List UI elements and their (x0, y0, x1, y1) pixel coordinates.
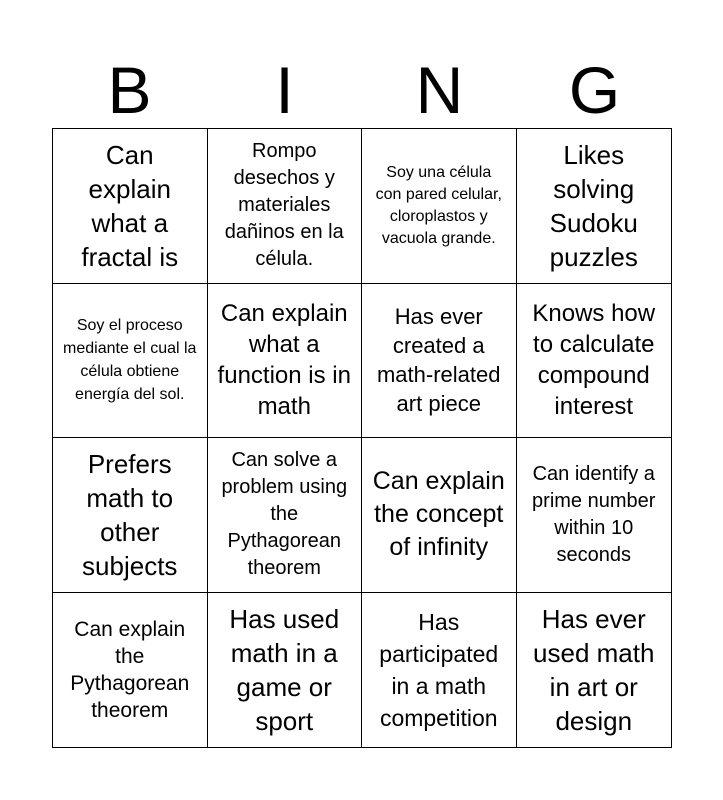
cell-text: Has used math in a game or sport (229, 603, 340, 736)
cell-text: Prefers math to other subjects (82, 448, 178, 581)
bingo-cell[interactable] (362, 284, 517, 439)
cell-text: Can explain what a function is in math (217, 300, 351, 421)
bingo-cell[interactable] (208, 438, 363, 593)
cell-text: Soy el proceso mediante el cual la célula obtiene energía del sol. (63, 317, 197, 404)
bingo-cell[interactable] (208, 284, 363, 439)
bingo-cell[interactable] (208, 593, 363, 748)
bingo-cell[interactable] (517, 438, 672, 593)
cell-text: Can solve a problem using the Pythagorean theorem (221, 449, 348, 580)
bingo-cell[interactable] (53, 438, 208, 593)
cell-text: Has participated in a math competition (379, 608, 499, 731)
header-letter-g: G (568, 53, 621, 127)
bingo-cell[interactable] (362, 438, 517, 593)
header-letter-b: B (107, 53, 152, 127)
cell-text: Has ever created a math-related art piece (376, 304, 501, 417)
header-letter-i: I (275, 53, 294, 127)
bingo-cell[interactable] (362, 129, 517, 284)
header-letter-n: N (415, 53, 464, 127)
cell-text: Can explain the Pythagorean theorem (70, 617, 190, 722)
bingo-header (52, 52, 672, 128)
cell-text: Rompo desechos y materiales dañinos en la célula. (224, 140, 344, 271)
cell-text: Likes solving Sudoku puzzles (549, 139, 638, 272)
bingo-cell[interactable] (53, 129, 208, 284)
bingo-cell[interactable] (208, 129, 363, 284)
bingo-cell[interactable] (517, 129, 672, 284)
cell-text: Can explain the concept of infinity (372, 467, 505, 562)
bingo-cell[interactable] (53, 593, 208, 748)
bingo-cell[interactable] (362, 593, 517, 748)
cell-text: Soy una célula con pared celular, cloroplastos y vacuola grande. (375, 163, 502, 247)
bingo-cell[interactable] (517, 593, 672, 748)
cell-text: Can identify a prime number within 10 seconds (532, 462, 656, 566)
cell-text: Has ever used math in art or design (533, 603, 655, 736)
cell-text: Can explain what a fractal is (81, 139, 179, 272)
bingo-cell[interactable] (517, 284, 672, 439)
bingo-cell[interactable] (53, 284, 208, 439)
cell-text: Knows how to calculate compound interest (532, 300, 656, 421)
bingo-grid (52, 128, 672, 748)
